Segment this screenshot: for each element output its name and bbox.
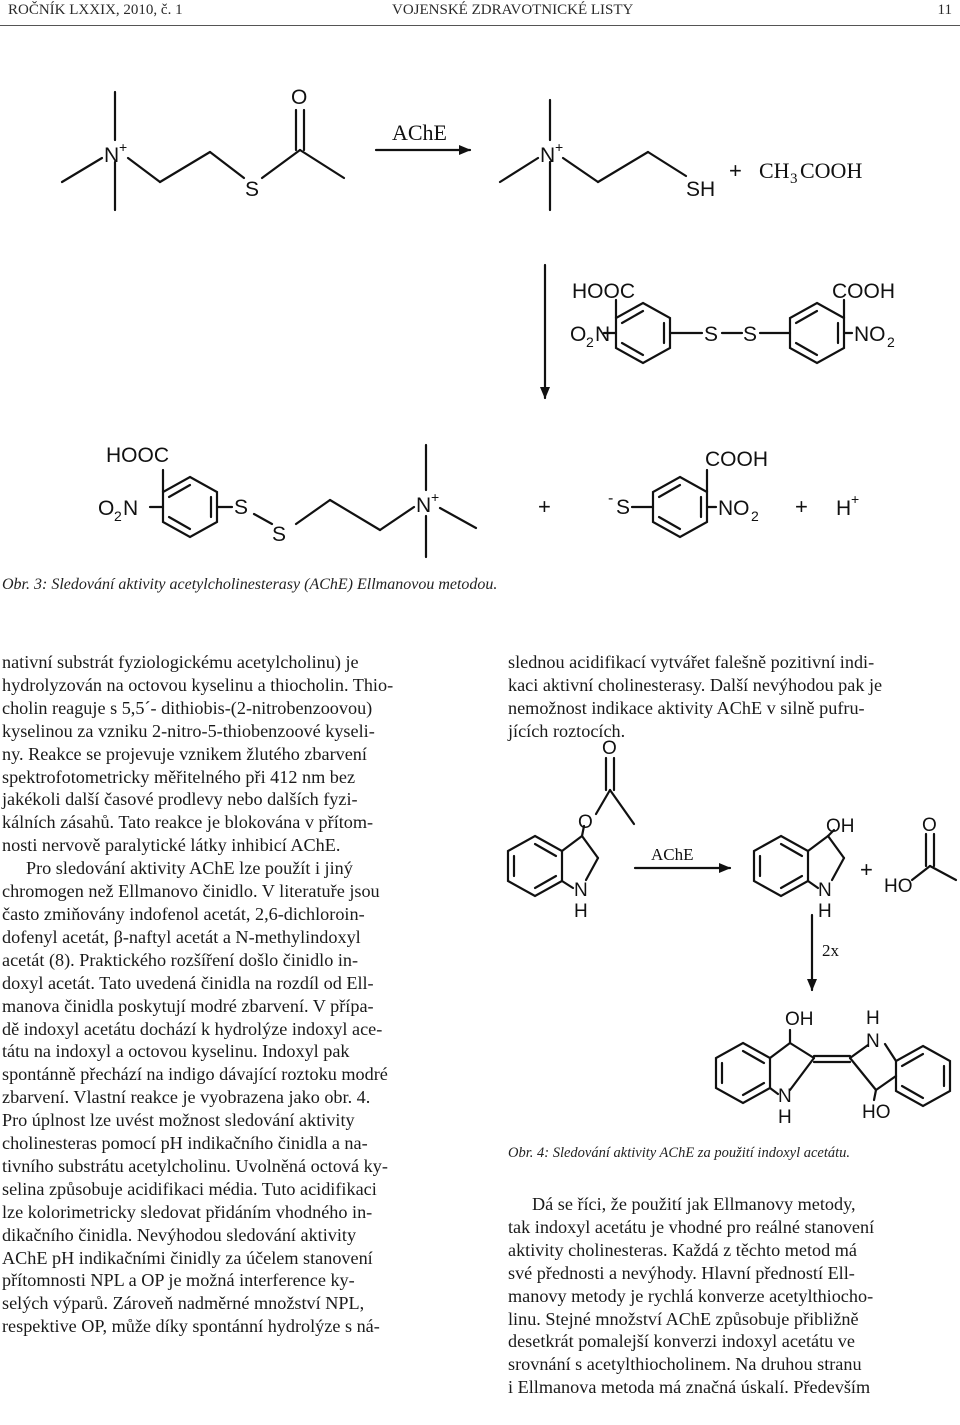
text-line: srovnání s acetylthiocholinem. Na druhou stranu: [508, 1354, 862, 1375]
nitrogen-label: N: [574, 880, 588, 901]
sulfur-label: S: [743, 323, 758, 346]
text-line: spontánně přechází na indigo dávající roztoku modré: [2, 1064, 388, 1085]
o2n-label: N: [123, 497, 139, 520]
nitrogen-label: N: [818, 880, 832, 901]
figure-4-caption: Obr. 4: Sledování aktivity AChE za použití indoxyl acetátu.: [508, 1145, 851, 1161]
hydroxyl-label: OH: [826, 816, 855, 837]
hydroxyl-label: OH: [785, 1009, 814, 1030]
text-line: zbarvení. Vlastní reakce je vyobrazena jako obr. 4.: [2, 1087, 371, 1108]
bond: [930, 866, 956, 880]
cooh-label: COOH: [832, 280, 895, 303]
text-line: kálních zásahů. Tato reakce je blokována v přítom-: [2, 812, 374, 833]
text-line: slednou acidifikací vytvářet falešně pozitivní indi-: [508, 652, 875, 672]
text-line: aktivity cholinesteras. Každá z těchto metod má: [508, 1239, 857, 1260]
text-line: jakékoli další časové prodlevy nebo dalších fyzi-: [2, 789, 358, 810]
sulfur-label: S: [245, 178, 260, 201]
text-line: acetát (8). Praktického rozšíření došlo činidlo in-: [2, 949, 359, 970]
text-line: ny. Reakce se projevuje vznikem žlutého zbarvení: [2, 743, 367, 764]
text-line: i Ellmanova metoda má značná úskalí. Především: [508, 1377, 871, 1398]
bond: [596, 790, 610, 814]
hydrogen-label: H: [778, 1107, 792, 1128]
text-line: tivního substrátu acetylcholinu. Uvolněná octová ky-: [2, 1155, 388, 1176]
text-line: dikačního činidla. Nevýhodou sledování aktivity: [2, 1224, 357, 1245]
text-line: respektive OP, může díky spontánní hydrolýze s ná-: [2, 1316, 380, 1337]
o2n-label: O: [98, 497, 115, 520]
text-line: lze kolorimetricky sledovat přidáním vhodného in-: [2, 1201, 373, 1222]
header-page-number: 11: [937, 2, 952, 18]
hooc-label: HOOC: [106, 444, 169, 467]
bond: [885, 1044, 896, 1061]
text-line: nativní substrát fyziologickému acetylcholinu) je: [2, 652, 359, 672]
bond: [808, 881, 818, 888]
no2-label: NO: [718, 497, 750, 520]
bond: [876, 1076, 896, 1090]
text-line: tátu na indoxyl a octovou kyselinu. Indoxyl pak: [2, 1041, 350, 1062]
no2-label: NO: [854, 323, 886, 346]
bond: [770, 1088, 778, 1094]
ho-label: HO: [884, 876, 913, 897]
stoichiometry-label: 2x: [822, 941, 839, 960]
enzyme-label: AChE: [651, 845, 694, 864]
sh-label: SH: [686, 178, 716, 201]
plus-sign: +: [729, 158, 742, 183]
sulfur-label: S: [704, 323, 719, 346]
text-line: Dá se říci, že použití jak Ellmanovy metody,: [532, 1194, 856, 1214]
oxygen-label: O: [291, 86, 308, 109]
enzyme-label: AChE: [392, 120, 447, 145]
right-text-column-top: [508, 651, 956, 743]
hydrogen-label: H: [818, 901, 832, 922]
nitrogen-label: N: [866, 1031, 880, 1052]
text-line: jících roztocích.: [508, 720, 626, 741]
text-line: kaci aktivní cholinesterasy. Další nevýhodou pak je: [508, 674, 883, 695]
subscript-2: 2: [887, 334, 895, 350]
bond: [562, 836, 582, 851]
bond: [828, 836, 844, 858]
plus-sign: +: [860, 857, 873, 882]
text-line: AChE pH indikačními činidly za účelem stanovení: [2, 1247, 373, 1268]
minus-charge: -: [608, 490, 614, 507]
header-journal: VOJENSKÉ ZDRAVOTNICKÉ LISTY: [392, 2, 634, 18]
text-line: Pro úplnost lze uvést možnost sledování aktivity: [2, 1110, 355, 1131]
text-line: cholin reaguje s 5,5´- dithiobis-(2-nitrobenzoovou): [2, 697, 373, 718]
cooh-label: COOH: [705, 448, 768, 471]
right-text-column-bottom: [508, 1193, 956, 1399]
sulfur-label: S: [272, 523, 287, 546]
bond: [850, 1058, 876, 1090]
bond: [562, 881, 573, 888]
bond: [770, 1043, 790, 1058]
bond: [832, 858, 844, 880]
text-line: chromogen než Ellmanovo činidlo. V literatuře jsou: [2, 881, 380, 902]
n-plus-label: N: [416, 494, 432, 517]
hydrogen-label: H: [866, 1008, 880, 1029]
text-line: linu. Stejné množství AChE způsobuje přibližně: [508, 1308, 859, 1329]
o2n-label: N: [595, 323, 611, 346]
hooc-label: HOOC: [572, 280, 635, 303]
subscript-2: 2: [751, 508, 759, 524]
text-line: manovy metody je rychlá konverze acetylthiocho-: [508, 1285, 874, 1306]
left-text-column: [2, 651, 450, 1338]
charge-plus: +: [431, 489, 440, 505]
bond: [582, 836, 598, 858]
text-line: dofenyl acetát, β-naftyl acetát a N-methylindoxyl: [2, 926, 361, 947]
ho-label: HO: [862, 1102, 891, 1123]
text-line: přítomnosti NPL a OP je možná interference ky-: [2, 1270, 355, 1291]
text-line: manova činidla poskytují modré zbarvení. V přípa-: [2, 995, 374, 1016]
hydrogen-label: H: [574, 901, 588, 922]
charge-plus: +: [555, 139, 564, 155]
bond: [790, 1058, 814, 1090]
oxygen-label: O: [922, 815, 937, 836]
bond: [610, 790, 634, 824]
subscript-2: 2: [114, 508, 122, 524]
bond: [912, 866, 930, 880]
sulfur-label: S: [234, 496, 249, 519]
text-line: spektrofotometricky měřitelného při 412 nm bez: [2, 766, 356, 787]
oxygen-label: O: [578, 812, 593, 833]
text-line: kyselinou za vzniku 2-nitro-5-thiobenzoové kyseli-: [2, 720, 375, 741]
sulfur-label: S: [616, 496, 631, 519]
plus-sign: +: [795, 494, 808, 519]
bond: [790, 1043, 814, 1058]
text-line: dě indoxyl acetátu dochází k hydrolýze indoxyl ace-: [2, 1018, 383, 1039]
bond: [586, 858, 598, 880]
n-plus-label: N: [104, 144, 120, 167]
header-volume: ROČNÍK LXXIX, 2010, č. 1: [8, 2, 183, 18]
n-plus-label: N: [540, 144, 556, 167]
text-line: desetkrát pomalejší konverzi indoxyl acetátu ve: [508, 1331, 855, 1352]
subscript-3: 3: [790, 171, 798, 187]
text-line: selých výparů. Zároveň nadměrné množství NPL,: [2, 1293, 365, 1314]
bond: [808, 836, 828, 851]
bond: [874, 1090, 876, 1100]
acetic-acid-label: COOH: [800, 158, 863, 183]
text-line: nemožnost indikace aktivity AChE v silně pufru-: [508, 697, 865, 718]
text-line: často zmiňovány indofenol acetát, 2,6-dichloroin-: [2, 903, 365, 924]
text-line: Pro sledování aktivity AChE lze použít i jiný: [26, 858, 353, 879]
text-line: cholinesteras pomocí pH indikačního činidla a na-: [2, 1133, 368, 1154]
charge-plus: +: [119, 139, 128, 155]
plus-sign: +: [538, 494, 551, 519]
oxygen-label: O: [602, 738, 617, 759]
h-plus-label: H: [836, 497, 852, 520]
text-line: hydrolyzován na octovou kyselinu a thiocholin. Thio-: [2, 674, 394, 695]
nitrogen-label: N: [778, 1086, 792, 1107]
figure-3-caption: Obr. 3: Sledování aktivity acetylcholinesterasy (AChE) Ellmanovou metodou.: [2, 576, 498, 593]
text-line: selina způsobuje acidifikaci média. Tuto acidifikaci: [2, 1178, 377, 1199]
text-line: doxyl acetát. Tato uvedená činidla na rozdíl od Ell-: [2, 972, 374, 993]
acetic-acid-label: CH: [759, 158, 790, 183]
o2n-label: O: [570, 323, 587, 346]
text-line: nosti nervově paralytické látky inhibicí AChE.: [2, 835, 341, 856]
subscript-2: 2: [586, 334, 594, 350]
text-line: tak indoxyl acetátu je vhodné pro reálné stanovení: [508, 1216, 875, 1237]
charge-plus: +: [851, 491, 860, 507]
text-line: své přednosti a nevýhody. Hlavní předností Ell-: [508, 1262, 855, 1283]
